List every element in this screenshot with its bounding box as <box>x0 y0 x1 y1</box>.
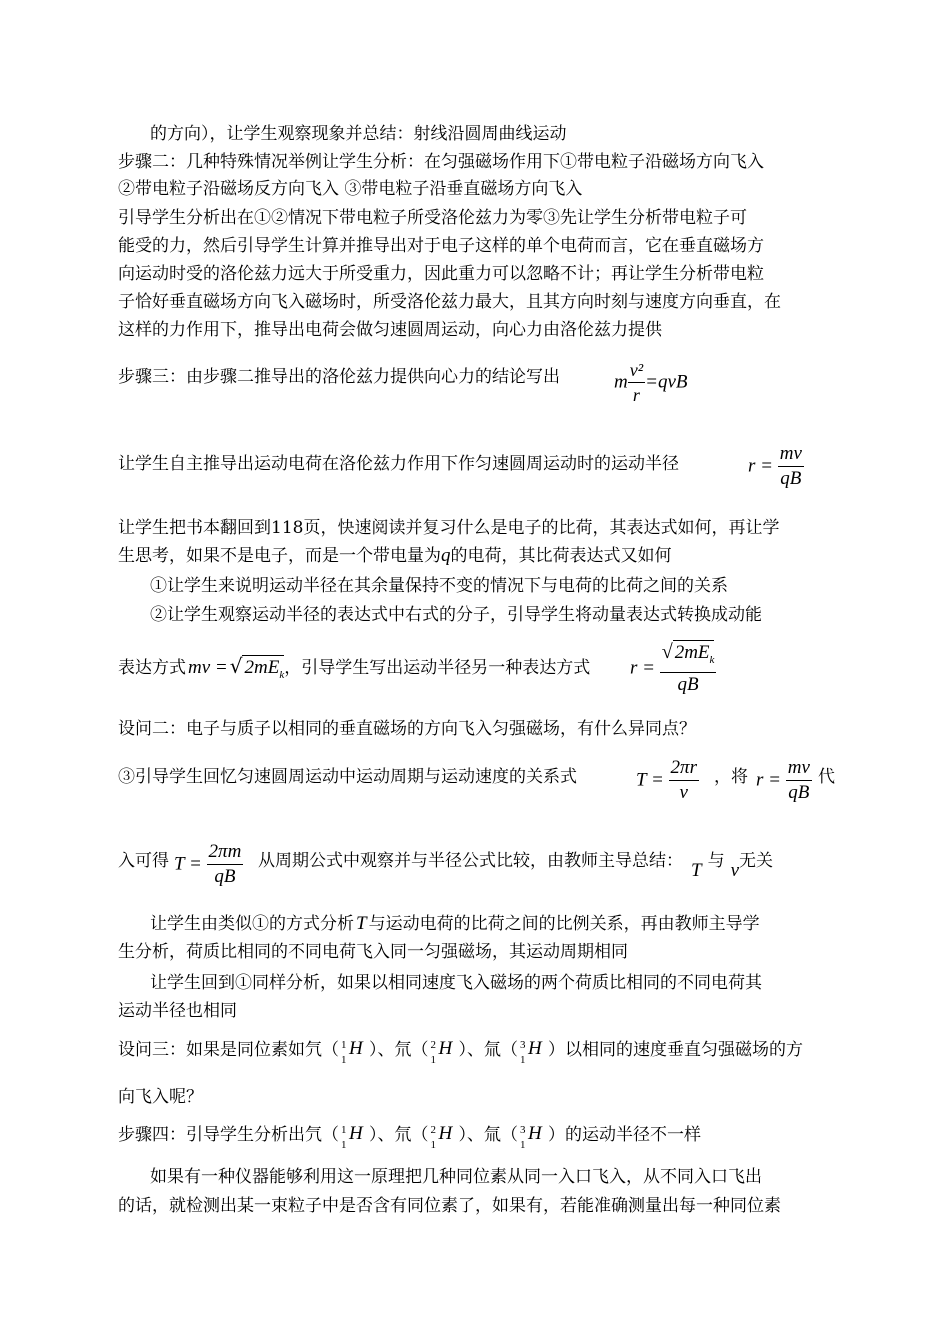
denominator: v <box>679 782 688 803</box>
deuterium-symbol: 2 1 H <box>430 1038 453 1066</box>
formula-qvb: =qvB <box>645 371 688 393</box>
formula-lhs: r = <box>756 769 781 791</box>
v2-over-r-fraction <box>628 358 645 407</box>
text-span: 设问三：如果是同位素如氕（ <box>118 1040 339 1060</box>
denominator: qB <box>677 673 699 695</box>
centripetal-formula <box>614 358 688 407</box>
step-three-heading: 步骤三：由步骤二推导出的洛伦兹力提供向心力的结论写出 <box>118 367 560 387</box>
2pim-over-qb-fraction <box>207 840 244 889</box>
text-line: ②带电粒子沿磁场反方向飞入 ③带电粒子沿垂直磁场方向飞入 <box>118 179 583 199</box>
period-symbol: T <box>691 860 702 881</box>
sqrt-icon: √ <box>229 654 243 678</box>
step-four-heading <box>118 1120 701 1151</box>
charge-symbol: q <box>441 545 451 566</box>
text-span: 让学生由类似①的方式分析 <box>150 914 354 934</box>
step-two-heading: 步骤二：几种特殊情况举例让学生分析：在匀强磁场作用下①带电粒子沿磁场方向飞入 <box>118 152 764 172</box>
denominator: r <box>632 385 640 405</box>
text-span: ）以相同的速度垂直匀强磁场的方 <box>548 1040 803 1060</box>
text-line: 能受的力，然后引导学生计算并推导出对于电子这样的单个电荷而言，它在垂直磁场方 <box>118 236 764 256</box>
text-line <box>118 544 672 568</box>
text-line: 让学生把书本翻回到118页，快速阅读并复习什么是电子的比荷，其表达式如何，再让学 <box>118 518 780 538</box>
formula-lhs: mv = <box>188 657 228 678</box>
text-line: ②让学生观察运动半径的表达式中右式的分子，引导学生将动量表达式转换成动能 <box>150 605 762 625</box>
period-formula <box>636 756 699 805</box>
text-span: ）的运动半径不一样 <box>548 1125 701 1145</box>
text-span: ）、氚（ <box>458 1040 518 1060</box>
text-line: 子恰好垂直磁场方向飞入磁场时，所受洛伦兹力最大，且其方向时刻与速度方向垂直，在 <box>118 292 781 312</box>
text-line: 向飞入呢？ <box>118 1087 203 1107</box>
text-line <box>118 654 590 687</box>
text-line: 向运动时受的洛伦兹力远大于所受重力，因此重力可以忽略不计；再让学生分析带电粒 <box>118 264 764 284</box>
text-line: 如果有一种仪器能够利用这一原理把几种同位素从同一入口飞入，从不同入口飞出 <box>150 1167 762 1187</box>
tritium-symbol: 3 1 H <box>520 1038 542 1066</box>
text-span: ③引导学生回忆匀速圆周运动中运动周期与运动速度的关系式 <box>118 767 577 787</box>
text-line <box>150 912 760 936</box>
formula-lhs: r = <box>748 455 773 477</box>
2pir-over-v-fraction <box>669 756 699 805</box>
numerator: mv <box>786 756 812 781</box>
text-line: 让学生回到①同样分析，如果以相同速度飞入磁场的两个荷质比相同的不同电荷其 <box>150 973 762 993</box>
text-line: 运动半径也相同 <box>118 1001 237 1021</box>
text-span: 的电荷，其比荷表达式又如何 <box>450 546 672 566</box>
mv-over-qb-fraction <box>786 756 812 805</box>
text-span: ）、氘（ <box>369 1040 429 1060</box>
protium-symbol: 1 1 H <box>341 1123 363 1151</box>
text-span: 与 <box>707 851 725 871</box>
text-line: 生分析，荷质比相同的不同电荷飞入同一匀强磁场，其运动周期相同 <box>118 942 628 962</box>
period-symbol: T <box>356 913 367 934</box>
text-line: 的方向），让学生观察现象并总结：射线沿圆周曲线运动 <box>150 124 567 144</box>
text-span: 无关 <box>739 851 774 871</box>
formula-lhs: T = <box>636 769 664 791</box>
formula-lhs: r = <box>630 657 655 679</box>
text-line: 引导学生分析出在①②情况下带电粒子所受洛伦兹力为零③先让学生分析带电粒子可 <box>118 208 747 228</box>
text-span: 步骤四：引导学生分析出氕（ <box>118 1125 339 1145</box>
velocity-symbol: v <box>730 860 740 881</box>
denominator: qB <box>780 468 802 489</box>
mv-over-qb-fraction <box>778 442 804 491</box>
deuterium-symbol: 2 1 H <box>430 1123 453 1151</box>
sqrt-radicand: $2mE_k$ <box>242 655 284 687</box>
question-two: 设问二：电子与质子以相同的垂直磁场的方向飞入匀强磁场，有什么异同点？ <box>118 719 696 739</box>
radius-formula-substitute <box>756 756 812 805</box>
radius-energy-formula <box>630 640 716 697</box>
text-span: ，引导学生写出运动半径另一种表达方式 <box>284 658 591 678</box>
question-three <box>118 1035 803 1066</box>
text-span: 从周期公式中观察并与半径公式比较，由教师主导总结： <box>258 851 683 871</box>
text-line <box>118 765 577 789</box>
text-span: 表达方式 <box>118 658 186 678</box>
formula-m: m <box>614 371 628 393</box>
numerator: mv <box>778 442 804 467</box>
text-line <box>258 849 774 881</box>
tritium-symbol: 3 1 H <box>520 1123 542 1151</box>
text-span: ）、氘（ <box>369 1125 429 1145</box>
numerator: 2πm <box>207 840 244 865</box>
sqrt-over-qb-fraction <box>660 640 717 697</box>
protium-symbol: 1 1 H <box>341 1038 363 1066</box>
radius-formula <box>748 442 804 491</box>
text-span: 与运动电荷的比荷之间的比例关系，再由教师主导学 <box>368 914 760 934</box>
text-span: ）、氚（ <box>458 1125 518 1145</box>
formula-lhs: T = <box>174 853 202 875</box>
period-mass-formula <box>174 840 243 889</box>
numerator: 2πr <box>669 756 699 781</box>
text-span: ，将 <box>714 767 748 787</box>
numerator: v² <box>628 358 645 383</box>
text-span: 入可得 <box>118 851 169 871</box>
denominator: qB <box>788 782 810 803</box>
text-line: 这样的力作用下，推导出电荷会做匀速圆周运动，向心力由洛伦兹力提供 <box>118 320 662 340</box>
text-line: ①让学生来说明运动半径在其余量保持不变的情况下与电荷的比荷之间的关系 <box>150 576 728 596</box>
numerator: √ $2mE_k$ <box>660 640 717 673</box>
text-span: 生思考，如果不是电子，而是一个带电量为 <box>118 546 441 566</box>
text-span: 代 <box>818 767 835 787</box>
text-line: 的话，就检测出某一束粒子中是否含有同位素了，如果有，若能准确测量出每一种同位素 <box>118 1196 781 1216</box>
text-line: 让学生自主推导出运动电荷在洛伦兹力作用下作匀速圆周运动时的运动半径 <box>118 454 679 474</box>
denominator: qB <box>214 866 236 887</box>
